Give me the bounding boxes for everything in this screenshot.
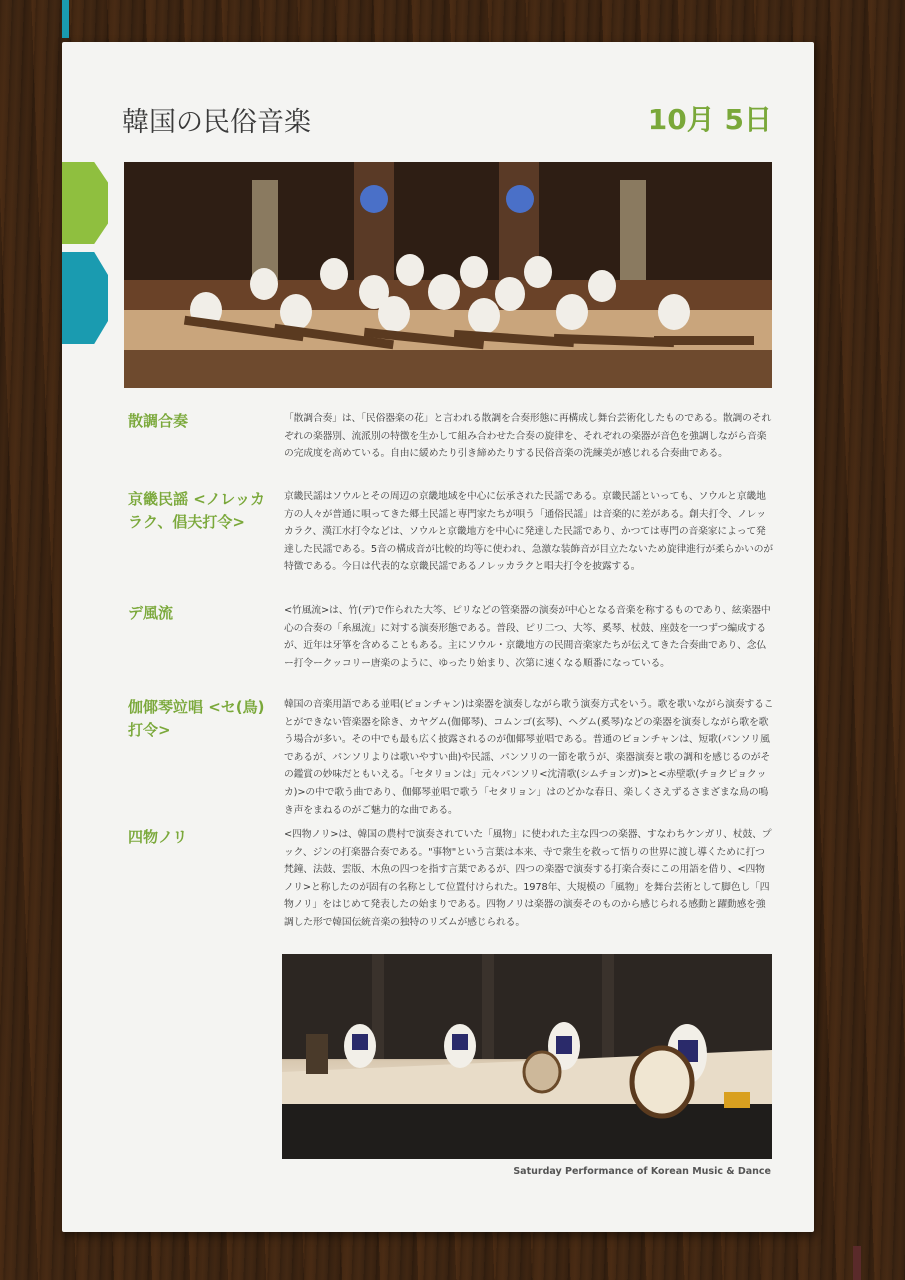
teal-hexagon-decoration [62,252,108,344]
section-body: <四物ノリ>は、韓国の農村で演奏されていた「風物」に使われた主な四つの楽器、すなわちケンガリ、杖鼓、プック、ジンの打楽器合奏である。"事物"という言葉は本来、寺で衆生を救って悟りの世界に渡し導くために打つ梵鐘、法鼓、雲版、木魚の四つを指す言葉であるが、四つの楽器で演奏する打楽合奏にこの用語を借り、<四物ノリ>と称したのが固有の名称として位置付けられた。1978年、大規模の「風物」を舞台芸術として脚色し「四物ノリ」をはじめて発表したの始まりである。四物ノリは楽器の演奏そのものから感じられる感動と躍動感を強調した形で韓国伝統音楽の独特のリズムが感じられる。 [284,829,772,928]
green-hexagon-decoration [62,162,108,244]
bottom-accent-bar [853,1246,861,1280]
samul-nori-photo [282,954,772,1159]
section-body: 「散調合奏」は、「民俗器楽の花」と言われる散調を合奏形態に再構成し舞台芸術化したものである。散調のそれぞれの楽器別、流派別の特徴を生かして組み合わせた合奏の旋律を、それぞれの楽器が音色を強調しながら音楽の完成度を高めている。自由に緩めたり引き締めたりする民俗音楽の洗練美が感じれる合奏曲である。 [284,413,772,460]
top-accent-bar [62,0,69,38]
page-title: 韓国の民俗音楽 [122,107,311,138]
section-heading: 四物ノリ [128,828,188,846]
performance-date: 10月 5日 [647,103,772,136]
footer-caption: Saturday Performance of Korean Music & Dance [513,1166,771,1177]
section-heading: デ風流 [128,604,174,622]
program-page [62,42,814,1232]
section-heading: 伽倻琴竝唱 <セ(鳥)打令> [128,698,265,739]
section-heading: 京畿民謡 <ノレッカラク、倡夫打令> [128,490,266,531]
section-heading: 散調合奏 [128,412,189,430]
section-body: 韓国の音楽用語である並唱(ビョンチャン)は楽器を演奏しながら歌う演奏方式をいう。歌を歌いながら演奏することができない管楽器を除き、カヤグム(伽倻琴)、コムンゴ(玄琴)、ヘグム(奚琴)などの楽器を演奏しながら歌を歌う場合が多い。その中でも最も広く披露されるのが伽倻琴並唱である。普通のビョンチャンは、短歌(パンソリ風であるが、パンソリよりは歌いやすい曲)や民謡、パンソリの一節を歌うが、楽器演奏と歌の調和を感じるのがその鑑賞の妙味だともいえる。「セタリョンは」元々パンソリ<沈清歌(シムチョンガ)>と<赤壁歌(チョクピョクッカ)>の中で歌う曲であり、伽倻琴並唱で歌う「セタリョン」はのどかな春日、楽しくさえずるさまざまな鳥の鳴き声をまねるのがご魅力的な曲である。 [284,699,774,816]
ensemble-photo [124,162,772,388]
section-body: <竹風流>は、竹(デ)で作られた大笒、ピリなどの管楽器の演奏が中心となる音楽を称するものであり、絃楽器中心の合奏の「糸風流」に対する演奏形態である。普段、ピリ二つ、大笒、奚琴、杖鼓、座鼓を一つずつ編成するが、近年は牙箏を含めることもある。主にソウル・京畿地方の民間音楽家たちが伝えてきた合奏曲であり、念仏ー打令ークッコリー唐楽のように、ゆったり始まり、次第に速くなる順番になっている。 [284,605,771,669]
section-body: 京畿民謡はソウルとその周辺の京畿地域を中心に伝承された民謡である。京畿民謡といっても、ソウルと京畿地方の人々が普通に唄ってきた郷土民謡と専門家たちが唄う「通俗民謡」は音楽的に差がある。創夫打令、ノレッカラク、漢江水打令などは、ソウルと京畿地方を中心に発達した民謡であり、かつては専門の音楽家によって発達した民謡である。5音の構成音が比較的均等に使われ、急激な装飾音が目立たないため旋律進行が柔らかいのが特徴である。今日は代表的な京畿民謡であるノレッカラクと唱夫打令を披露する。 [284,491,774,573]
